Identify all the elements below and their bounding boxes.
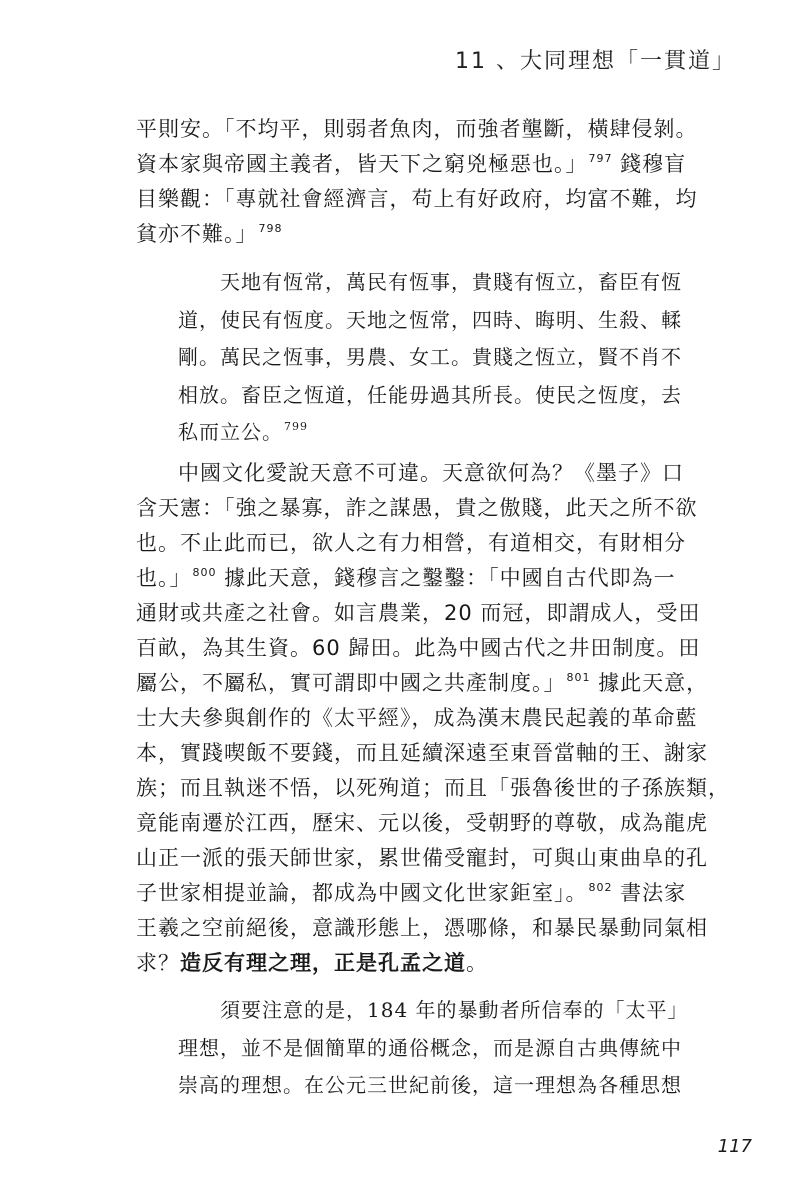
text-span: 子世家相提並論，都成為中國文化世家鉅室」。	[136, 881, 588, 905]
text-line: 山正一派的張天師世家，累世備受寵封，可與山東曲阜的孔	[136, 846, 708, 870]
text-span: 也。」	[136, 566, 192, 590]
text-line: 中國文化愛說天意不可違。天意欲何為？《墨子》口	[178, 461, 684, 485]
text-line	[136, 946, 696, 981]
text-span: 私而立公。	[178, 420, 283, 444]
text-span: 據此天意，錢穆言之鑿鑿：「中國自古代即為一	[216, 566, 676, 590]
page-number: 117	[717, 1136, 752, 1157]
text-line	[136, 666, 709, 701]
text-line: 通財或共產之社會。如言農業，20 而冠，即謂成人，受田	[136, 601, 701, 625]
footnote-ref-799: 799	[284, 420, 308, 433]
quote-line: 相放。畜臣之恆道，任能毋過其所長。使民之恆度，去	[178, 382, 682, 407]
text-line: 王羲之空前絕後，意識形態上，憑哪條，和暴民暴動同氣相	[136, 916, 708, 940]
footnote-ref-797: 797	[588, 152, 613, 165]
text-line: 目樂觀：「專就社會經濟言，苟上有好政府，均富不難，均	[136, 187, 698, 211]
text-span: 據此天意，	[590, 671, 709, 695]
body-paragraph-1	[136, 112, 696, 252]
text-line: 族；而且執迷不悟，以死殉道；而且「張魯後世的子孫族類，	[136, 776, 730, 800]
text-line: 竟能南遷於江西，歷宋、元以後，受朝野的尊敬，成為龍虎	[136, 811, 708, 835]
text-line	[136, 561, 696, 596]
quote-line: 道，使民有恆度。天地之恆常，四時、晦明、生殺、輮	[178, 307, 682, 332]
text-line: 也。不止此而已，欲人之有力相營，有道相交，有財相分	[136, 531, 686, 555]
footnote-ref-798: 798	[258, 222, 283, 235]
text-span: 書法家	[612, 881, 687, 905]
quote-line: 天地有恆常，萬民有恆事，貴賤有恆立，畜臣有恆	[220, 270, 682, 294]
quote-line: 崇高的理想。在公元三世紀前後，這一理想為各種思想	[178, 1073, 682, 1097]
block-quote-1	[178, 264, 693, 452]
text-line: 士大夫參與創作的《太平經》，成為漢末農民起義的革命藍	[136, 706, 698, 730]
quote-line	[178, 414, 693, 452]
text-span: 求？	[136, 951, 180, 975]
text-span: 屬公，不屬私，實可謂即中國之共產制度。」	[136, 671, 566, 695]
block-quote-2	[178, 992, 693, 1105]
text-line: 本，實踐喫飯不要錢，而且延續深遠至東晉當軸的王、謝家	[136, 741, 708, 765]
body-paragraph-2	[136, 456, 730, 981]
running-header: 11 、大同理想「一貫道」	[455, 49, 736, 74]
text-span: 錢穆盲	[612, 152, 687, 176]
quote-line: 剛。萬民之恆事，男農、女工。貴賤之恆立，賢不肖不	[178, 345, 682, 369]
text-span: 。	[466, 951, 488, 975]
text-span: 貧亦不難。」	[136, 222, 258, 246]
text-line: 平則安。「不均平，則弱者魚肉，而強者壟斷，橫肆侵剝。	[136, 117, 698, 141]
text-line	[136, 147, 696, 182]
footnote-ref-802: 802	[588, 881, 613, 894]
text-line	[136, 217, 696, 252]
quote-line: 須要注意的是，184 年的暴動者所信奉的「太平」	[220, 998, 689, 1022]
text-span: 資本家與帝國主義者，皆天下之窮兇極惡也。」	[136, 152, 588, 176]
text-line: 百畝，為其生資。60 歸田。此為中國古代之井田制度。田	[136, 636, 701, 660]
quote-line: 理想，並不是個簡單的通俗概念，而是源自古典傳統中	[178, 1035, 682, 1060]
footnote-ref-801: 801	[566, 671, 591, 684]
footnote-ref-800: 800	[192, 566, 217, 579]
bold-emphasis: 造反有理之理，正是孔孟之道	[180, 951, 466, 975]
text-line: 含天憲：「強之暴寡，詐之謀愚，貴之傲賤，此天之所不欲	[136, 496, 698, 520]
text-line	[136, 876, 696, 911]
